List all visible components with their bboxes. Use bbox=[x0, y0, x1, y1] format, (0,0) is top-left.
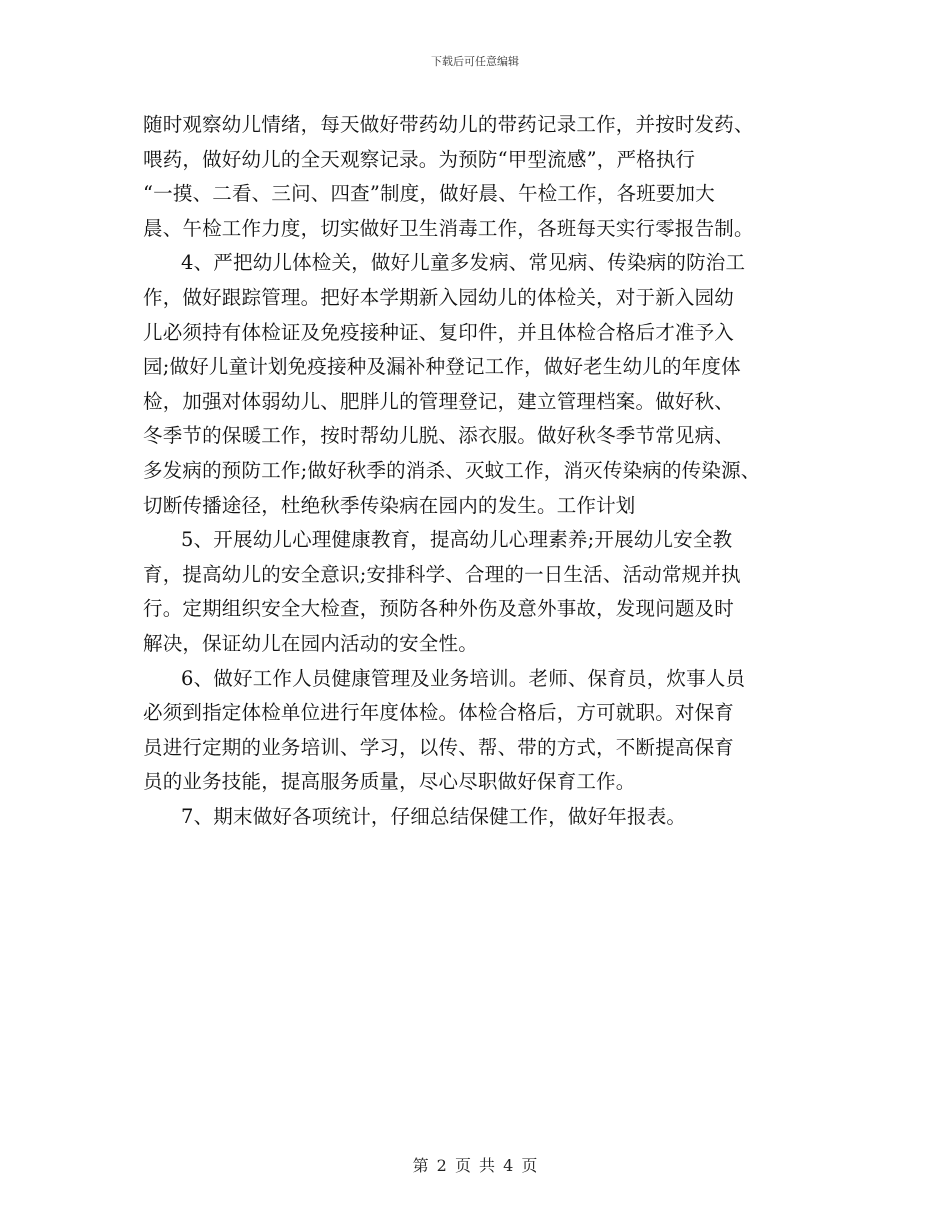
text-line: 喂药，做好幼儿的全天观察记录。为预防“甲型流感”，严格执行 bbox=[143, 147, 696, 171]
text-line: 多发病的预防工作;做好秋季的消杀、灭蚊工作，消灭传染病的传染源、 bbox=[143, 458, 761, 482]
page-header: 下载后可任意编辑 bbox=[431, 55, 519, 68]
paragraph-start-line: 4、严把幼儿体检关，做好儿童多发病、常见病、传染病的防治工 bbox=[181, 251, 746, 275]
paragraph-start-line: 6、做好工作人员健康管理及业务培训。老师、保育员，炊事人员 bbox=[181, 666, 746, 690]
text-line: 育，提高幼儿的安全意识;安排科学、合理的一日生活、活动常规并执 bbox=[143, 562, 741, 586]
page-footer: 第 2 页 共 4 页 bbox=[412, 1156, 538, 1175]
text-line: 冬季节的保暖工作，按时帮幼儿脱、添衣服。做好秋冬季节常见病、 bbox=[143, 424, 735, 448]
paragraph-start-line: 7、期末做好各项统计，仔细总结保健工作，做好年报表。 bbox=[181, 804, 687, 828]
text-line: 切断传播途径，杜绝秋季传染病在园内的发生。工作计划 bbox=[143, 493, 636, 517]
document-body bbox=[143, 108, 823, 834]
text-line: 解决，保证幼儿在园内活动的安全性。 bbox=[143, 631, 478, 655]
text-line: 园;做好儿童计划免疫接种及漏补种登记工作，做好老生幼儿的年度体 bbox=[143, 355, 741, 379]
text-line: 随时观察幼儿情绪，每天做好带药幼儿的带药记录工作，并按时发药、 bbox=[143, 113, 754, 136]
text-line: 作，做好跟踪管理。把好本学期新入园幼儿的体检关，对于新入园幼 bbox=[143, 285, 735, 309]
text-line: “一摸、二看、三问、四查”制度，做好晨、午检工作，各班要加大 bbox=[143, 182, 715, 206]
paragraph-start-line: 5、开展幼儿心理健康教育，提高幼儿心理素养;开展幼儿安全教 bbox=[181, 528, 733, 552]
text-line: 行。定期组织安全大检查，预防各种外伤及意外事故，发现问题及时 bbox=[143, 597, 735, 621]
text-line: 儿必须持有体检证及免疫接种证、复印件，并且体检合格后才准予入 bbox=[143, 320, 735, 344]
text-line: 检，加强对体弱幼儿、肥胖儿的管理登记，建立管理档案。做好秋、 bbox=[143, 389, 735, 413]
text-line: 员进行定期的业务培训、学习，以传、帮、带的方式，不断提高保育 bbox=[143, 735, 735, 759]
text-line: 员的业务技能，提高服务质量，尽心尽职做好保育工作。 bbox=[143, 770, 636, 794]
text-line: 必须到指定体检单位进行年度体检。体检合格后，方可就职。对保育 bbox=[143, 701, 735, 725]
text-line: 晨、午检工作力度，切实做好卫生消毒工作，各班每天实行零报告制。 bbox=[143, 216, 754, 240]
